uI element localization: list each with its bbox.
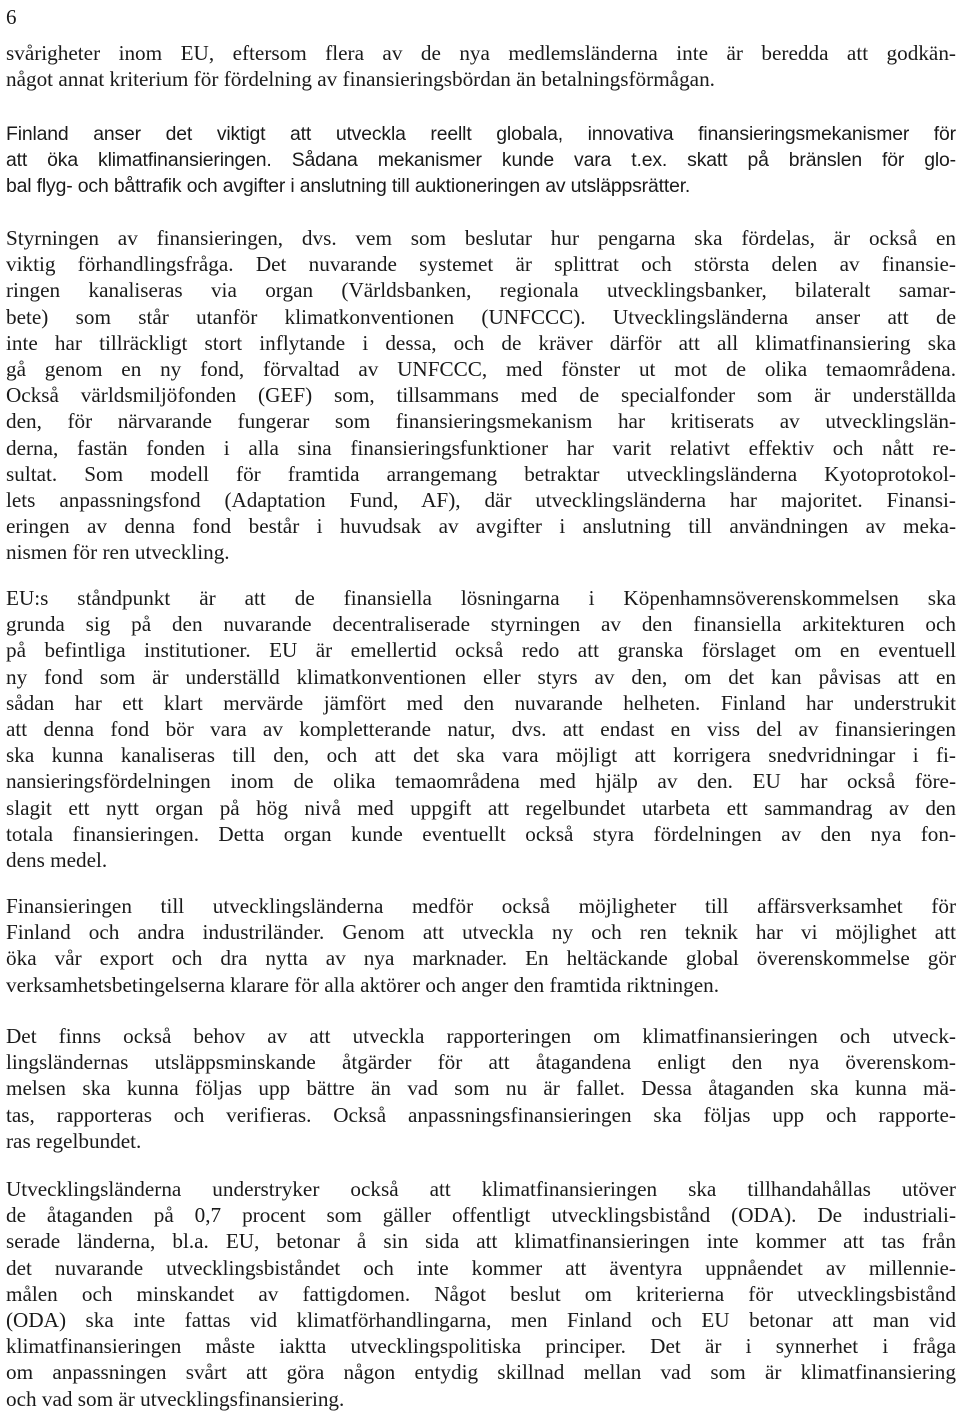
paragraph-6 [6, 1023, 956, 1154]
text-line: om anpassningen svårt att göra någon entydig skillnad mellan vad som är klimatfinansiering [6, 1360, 956, 1385]
text-line: öka vår export och dra nytta av nya marknader. En heltäckande global överenskommelse gör [6, 946, 956, 971]
text-line: ny fond som är underställd klimatkonventionen eller styrs av den, om det kan påvisas att en [6, 664, 956, 689]
text-line: det nuvarande utvecklingsbiståndet och inte kommer att äventyra uppnåendet av millennie- [6, 1255, 956, 1280]
text-line: de åtaganden på 0,7 procent som gäller offentligt utvecklingsbistånd (ODA). De industriali- [6, 1203, 956, 1228]
paragraph-4 [6, 585, 956, 873]
paragraph-5 [6, 893, 956, 998]
text-line: ska kunna kanaliseras till den, och att det ska vara möjligt att korrigera snedvridningar i fi- [6, 743, 956, 768]
text-line: svårigheter inom EU, eftersom flera av de nya medlemsländerna inte är beredda att godkän- [6, 41, 956, 65]
text-line: totala finansieringen. Detta organ kunde eventuellt också styra fördelningen av den nya fon- [6, 821, 956, 846]
paragraph-7 [6, 1176, 956, 1412]
text-line: Utvecklingsländerna understryker också att klimatfinansieringen ska tillhandahållas utöver [6, 1177, 956, 1201]
text-line: inte har tillräckligt stort inflytande i dessa, och de kräver därför att all klimatfinansiering ska [6, 330, 956, 355]
text-line: viktig förhandlingsfråga. Det nuvarande systemet är splittrat och största delen av finansie- [6, 252, 956, 277]
text-line: gå genom en ny fond, förvaltad av UNFCCC, med fönster ut mot de olika temaområdena. [6, 357, 956, 382]
text-line: lingsländernas utsläppsminskande åtgärder för att åtagandena enligt den nya överenskom- [6, 1050, 956, 1075]
text-line: ras regelbundet. [6, 1128, 142, 1153]
text-line: bal flyg- och båttrafik och avgifter i anslutning till auktioneringen av utsläppsrätter. [6, 175, 691, 198]
text-line: derna, fastän fonden i alla sina finansieringsfunktioner har varit relativt effektiv och nått re- [6, 435, 956, 460]
text-line: melsen ska kunna följas upp bättre än vad som nu är fallet. Dessa åtaganden ska kunna mä- [6, 1076, 956, 1101]
text-line: nansieringsfördelningen inom de olika temaområdena med hjälp av den. EU har också före- [6, 769, 956, 794]
text-line: Det finns också behov av att utveckla rapporteringen om klimatfinansieringen och utveck- [6, 1024, 956, 1048]
text-line: Också världsmiljöfonden (GEF) som, tillsammans med de specialfonder som är underställda [6, 383, 956, 408]
text-line: verksamhetsbetingelserna klarare för alla aktörer och anger den framtida riktningen. [6, 972, 719, 997]
page-number: 6 [6, 5, 17, 29]
text-line: (ODA) ska inte fattas vid klimatförhandlingarna, men Finland och EU betonar att man vid [6, 1308, 956, 1333]
text-line: sådan har ett klart mervärde jämfört med den nuvarande helheten. Finland har understrukit [6, 690, 956, 715]
paragraph-3 [6, 225, 956, 566]
paragraph-1 [6, 40, 956, 92]
text-line: Finansieringen till utvecklingsländerna medför också möjligheter till affärsverksamhet för [6, 894, 956, 918]
text-line: nismen för ren utveckling. [6, 540, 230, 565]
text-line: Finland anser det viktigt att utveckla reellt globala, innovativa finansieringsmekanismer för [6, 123, 956, 145]
text-line: klimatfinansieringen måste iaktta utvecklingspolitiska principer. Det är i synnerhet i fråga [6, 1334, 956, 1359]
text-line: att öka klimatfinansieringen. Sådana mekanismer kunde vara t.ex. skatt på bränslen för glo- [6, 149, 956, 172]
text-line: målen och minskandet av fattigdomen. Något beslut om kriterierna för utvecklingsbistånd [6, 1281, 956, 1306]
text-line: dens medel. [6, 848, 108, 873]
text-line: tas, rapporteras och verifieras. Också anpassningsfinansieringen ska följas upp och rapporte- [6, 1102, 956, 1127]
text-line: eringen av denna fond består i huvudsak av avgifter i anslutning till användningen av meka- [6, 514, 956, 539]
text-line: bete) som står utanför klimatkonventionen (UNFCCC). Utvecklingsländerna anser att de [6, 304, 956, 329]
text-line: slagit ett nytt organ på hög nivå med uppgift att regelbundet utarbeta ett sammandrag av den [6, 795, 956, 820]
text-line: Finland och andra industriländer. Genom att utveckla ny och ren teknik har vi möjlighet att [6, 920, 956, 945]
text-line: att denna fond bör vara av kompletterande natur, dvs. att endast en viss del av finansieringen [6, 717, 956, 742]
text-line: den, för närvarande fungerar som finansieringsmekanism har kritiserats av utvecklingslän- [6, 409, 956, 434]
text-line: något annat kriterium för fördelning av finansieringsbördan än betalningsförmågan. [6, 67, 715, 92]
text-line: ringen kanaliseras via organ (Världsbanken, regionala utvecklingsbanker, bilateralt samar- [6, 278, 956, 303]
text-line: serade länderna, bl.a. EU, betonar å sin sida att klimatfinansieringen inte kommer att tas från [6, 1229, 956, 1254]
text-line: lets anpassningsfond (Adaptation Fund, AF), där utvecklingsländerna har majoritet. Finansi- [6, 488, 956, 513]
text-line: EU:s ståndpunkt är att de finansiella lösningarna i Köpenhamnsöverenskommelsen ska [6, 586, 956, 610]
text-line: grunda sig på den nuvarande decentraliserade styrningen av den finansiella arkitekturen och [6, 612, 956, 637]
text-line: Styrningen av finansieringen, dvs. vem som beslutar hur pengarna ska fördelas, är också en [6, 226, 956, 250]
text-line: och vad som är utvecklingsfinansiering. [6, 1386, 345, 1411]
paragraph-2 [6, 121, 956, 200]
text-line: sultat. Som modell för framtida arrangemang betraktar utvecklingsländerna Kyotoprotokol- [6, 461, 956, 486]
text-line: på befintliga institutioner. EU är emellertid också redo att granska förslaget om en eventuell [6, 638, 956, 663]
